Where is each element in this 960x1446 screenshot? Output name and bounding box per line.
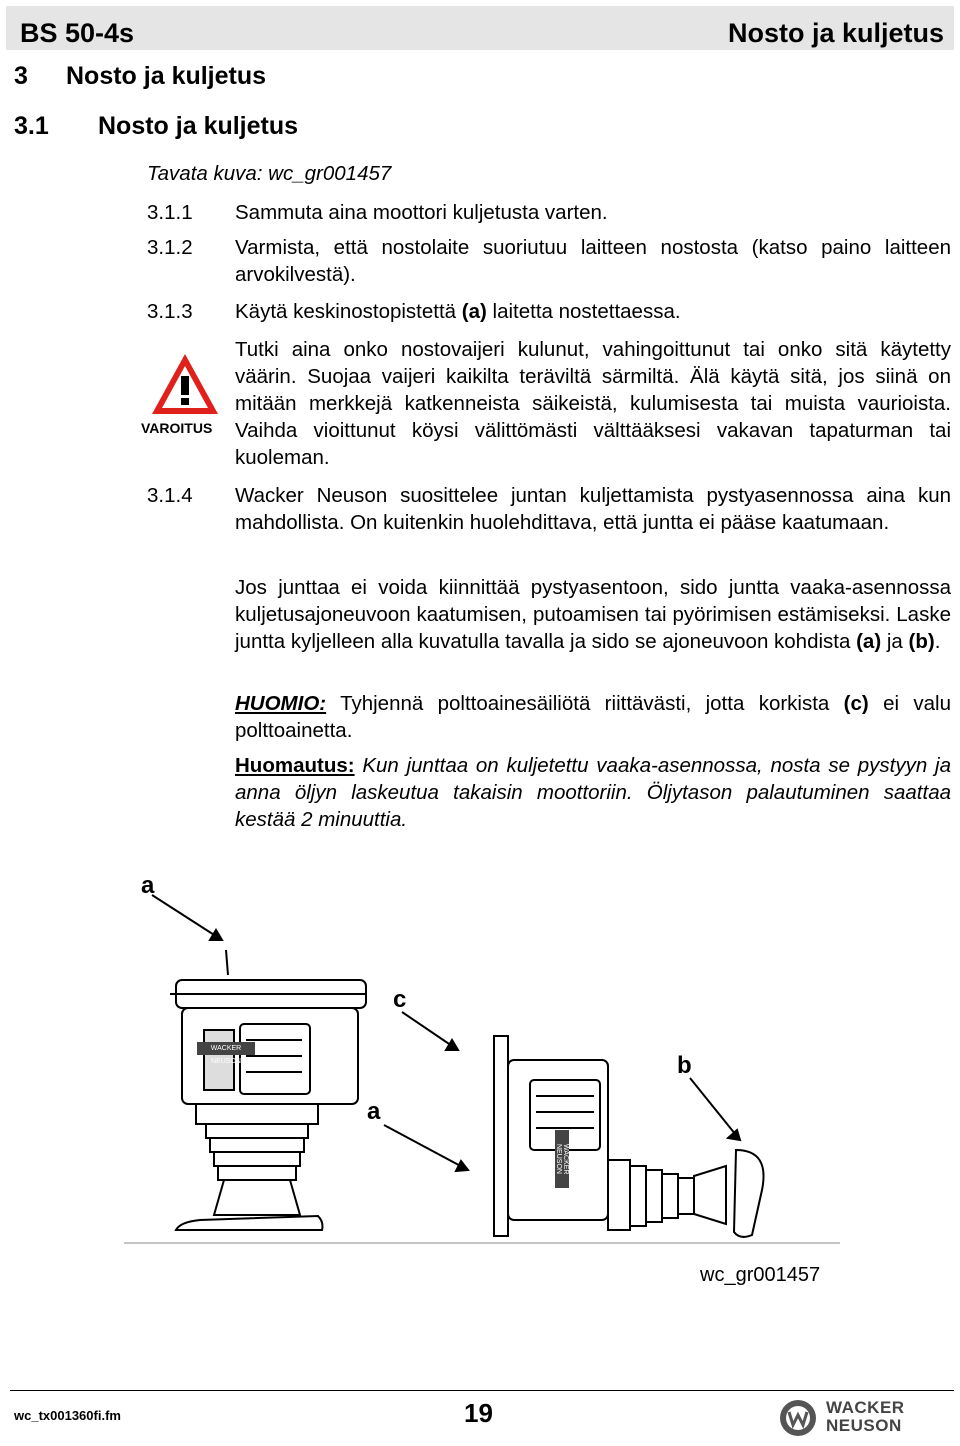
step-text: Wacker Neuson suosittelee juntan kuljettamista pystyasennossa aina kun mahdollista. On kuitenkin huolehdittava, että juntta ei pääse kaatumaan.: [235, 484, 951, 534]
header-chapter: Nosto ja kuljetus: [727, 18, 944, 48]
huomio-paragraph: HUOMIO: Tyhjennä polttoainesäiliötä riittävästi, jotta korkista (c) ei valu polttoainetta.: [235, 692, 951, 742]
brand-plate-upright: WACKER NEUSON: [197, 1042, 255, 1055]
wacker-neuson-logo: [778, 1398, 954, 1438]
section-title: Nosto ja kuljetus: [66, 62, 267, 90]
step-number: 3.1.4: [147, 484, 193, 507]
figure-label-c: c: [393, 986, 407, 1013]
figure-reference: Tavata kuva: wc_gr001457: [147, 162, 392, 185]
footer-filename: wc_tx001360fi.fm: [14, 1408, 121, 1423]
step-text: Varmista, että nostolaite suoriutuu laitteen nostosta (katso paino laitteen arvokilvestä).: [235, 236, 951, 286]
step-number: 3.1.3: [147, 300, 193, 323]
step-number: 3.1.2: [147, 236, 193, 259]
step-number: 3.1.1: [147, 201, 193, 224]
page-number: 19: [464, 1398, 493, 1428]
logo-wordmark-line1: WACKER: [826, 1398, 905, 1417]
footer-divider: [10, 1390, 954, 1391]
paragraph: Jos junttaa ei voida kiinnittää pystyasentoon, sido juntta vaaka-asennossa kuljetusajoneuvoon kaatumisen, putoamisen tai pyörimisen estämiseksi. Laske juntta kyljelleen alla kuvatulla tavalla ja sido se ajoneuvoon kohdista (a) ja (b).: [235, 576, 951, 653]
figure-label-a-upright: a: [141, 872, 155, 899]
brand-plate-horizontal: WACKER NEUSON: [555, 1130, 569, 1188]
subsection-title: Nosto ja kuljetus: [98, 112, 299, 140]
logo-wordmark-line2: NEUSON: [826, 1416, 902, 1435]
subsection-number: 3.1: [14, 112, 49, 140]
figure-label-a-horizontal: a: [367, 1098, 381, 1125]
warning-text: Tutki aina onko nostovaijeri kulunut, vahingoittunut tai onko sitä käytetty väärin. Suojaa vaijeri kaikilta teräviltä särmiltä. Älä käytä sitä, jos siinä on mitään merkkejä katkenneista säikeistä, kulumisesta tai muista vaurioista. Vaihda vioittunut köysi välittömästi välttääksesi vakavan tapaturman tai kuoleman.: [235, 338, 951, 469]
section-number: 3: [14, 62, 28, 90]
note-paragraph: Huomautus: Kun junttaa on kuljetettu vaaka-asennossa, nosta se pystyyn ja anna öljyn laskeutua takaisin moottoriin. Öljytason palautuminen saattaa kestää 2 minuuttia.: [235, 754, 951, 831]
step-text: Sammuta aina moottori kuljetusta varten.: [235, 201, 608, 224]
header-model: BS 50-4s: [20, 18, 135, 48]
figure-caption: wc_gr001457: [700, 1264, 821, 1286]
warning-label: VAROITUS: [141, 420, 213, 436]
figure-label-b: b: [677, 1052, 692, 1079]
step-text: Käytä keskinostopistettä (a) laitetta nostettaessa.: [235, 300, 681, 323]
